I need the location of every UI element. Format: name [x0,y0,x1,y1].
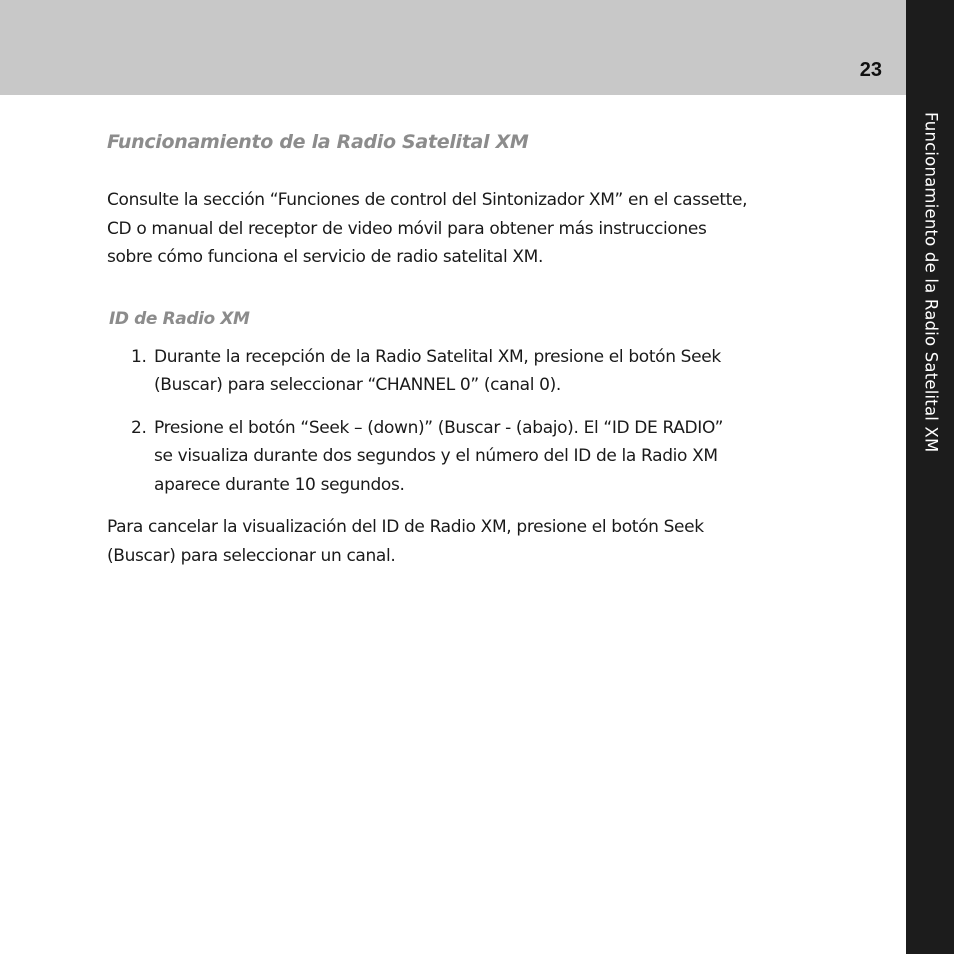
outro-line: Para cancelar la visualización del ID de Radio XM, presione el botón Seek [107,517,704,537]
side-tab [906,0,954,954]
outro-line: (Buscar) para seleccionar un canal. [107,545,396,566]
step-line: (Buscar) para seleccionar “CHANNEL 0” (canal 0). [154,375,561,395]
section-heading: Funcionamiento de la Radio Satelital XM [107,131,529,153]
intro-line: CD o manual del receptor de video móvil para obtener más instrucciones [107,218,707,239]
step-item [107,414,887,500]
intro-paragraph [107,186,887,272]
page-content [107,128,887,570]
header-band [0,0,906,95]
step-line: Presione el botón “Seek – (down)” (Buscar - (abajo). El “ID DE RADIO” [154,417,724,438]
steps-list [107,343,887,500]
page-number: 23 [859,59,882,81]
step-number: 1. [131,346,147,367]
step-line: se visualiza durante dos segundos y el número del ID de la Radio XM [154,446,718,466]
sub-heading: ID de Radio XM [109,308,250,329]
outro-paragraph [107,513,887,570]
intro-line: Consulte la sección “Funciones de control del Sintonizador XM” en el cassette, [107,190,748,210]
side-tab-label: Funcionamiento de la Radio Satelital XM [921,112,941,453]
step-line: Durante la recepción de la Radio Satelital XM, presione el botón Seek [154,346,721,367]
step-line: aparece durante 10 segundos. [154,474,405,495]
intro-line: sobre cómo funciona el servicio de radio satelital XM. [107,247,544,267]
step-number: 2. [131,417,147,438]
step-item [107,343,887,400]
